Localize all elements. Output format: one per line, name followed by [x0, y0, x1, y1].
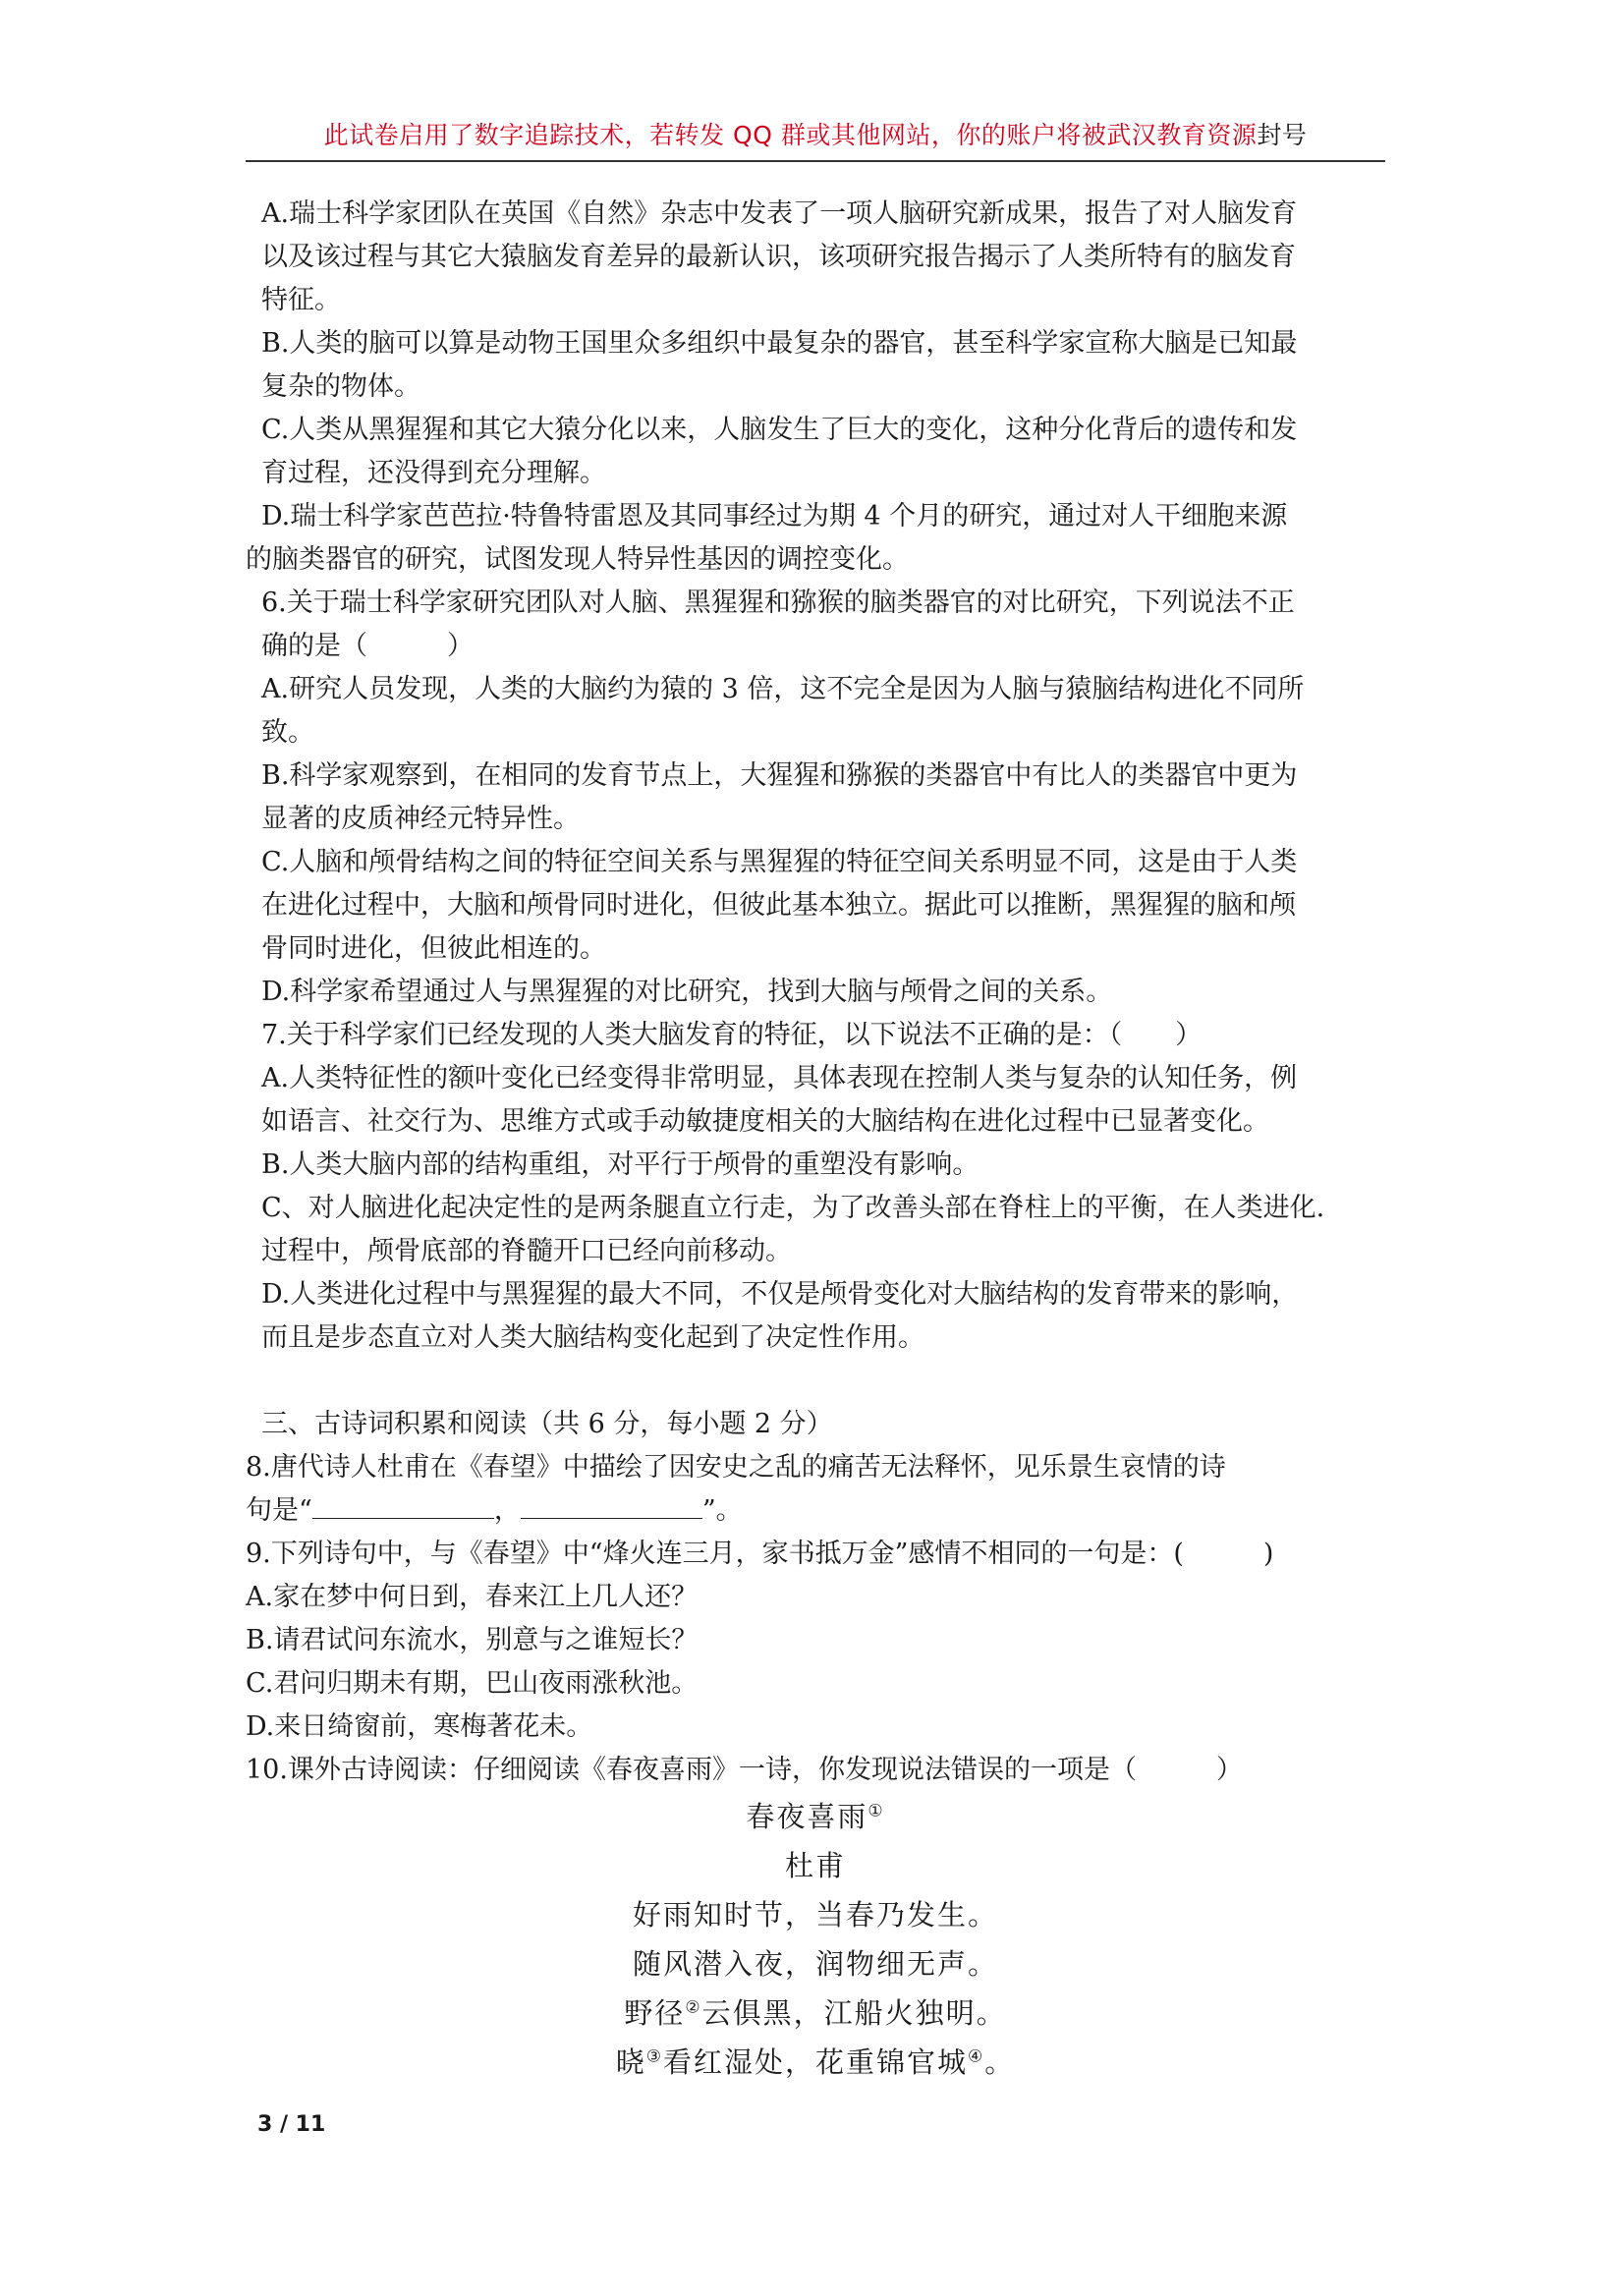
q5-option-b-line1: B.人类的脑可以算是动物王国里众多组织中最复杂的器官，甚至科学家宣称大脑是已知最	[261, 328, 1298, 359]
poem-line-2: 随风潜入夜，润物细无声。	[632, 1947, 998, 1981]
q7-option-a-line1: A.人类特征性的额叶变化已经变得非常明显，具体表现在控制人类与复杂的认知任务，例	[261, 1063, 1298, 1093]
q9-stem: 9.下列诗句中，与《春望》中“烽火连三月，家书抵万金”感情不相同的一句是：( )	[246, 1539, 1274, 1569]
poem-line-4-mid: 看红湿处，花重锦官城	[662, 2045, 968, 2079]
poem-title-note: ①	[867, 1801, 885, 1821]
q9-option-a: A.家在梦中何日到，春来江上几人还？	[246, 1582, 699, 1612]
q9-option-b: B.请君试问东流水，别意与之谁短长？	[246, 1625, 699, 1655]
q8-prefix: 句是“	[246, 1495, 312, 1526]
q5-option-a-line2: 以及该过程与其它大猿脑发育差异的最新认识，该项研究报告揭示了人类所特有的脑发育	[261, 242, 1296, 272]
poem-line-3-note: ②	[685, 1997, 702, 2018]
q7-stem: 7.关于科学家们已经发现的人类大脑发育的特征，以下说法不正确的是：（ ）	[261, 1020, 1203, 1050]
poem-title	[246, 1792, 1385, 1841]
section-gap	[246, 1360, 1385, 1403]
q7-option-a-line2: 如语言、社交行为、思维方式或手动敏捷度相关的大脑结构在进化过程中已显著变化。	[261, 1106, 1269, 1137]
q8-blank-1[interactable]	[312, 1492, 494, 1519]
poem-line-4-end: 。	[984, 2045, 1016, 2079]
q8-stem-line2	[246, 1489, 1385, 1533]
q6-option-c-line2: 在进化过程中，大脑和颅骨同时进化，但彼此基本独立。据此可以推断，黑猩猩的脑和颅	[261, 890, 1296, 921]
q7-option-c-line1: C、对人脑进化起决定性的是两条腿直立行走，为了改善头部在脊柱上的平衡，在人类进化.	[261, 1193, 1325, 1223]
page-number: 3 / 11	[257, 2112, 326, 2137]
header-rule	[246, 160, 1385, 162]
q9-option-c: C.君问归期未有期，巴山夜雨涨秋池。	[246, 1668, 699, 1699]
q6-option-c-line3: 骨同时进化，但彼此相连的。	[261, 933, 606, 964]
tracking-notice-text: 此试卷启用了数字追踪技术，若转发 QQ 群或其他网站，你的账户将被武汉教育资源	[323, 121, 1258, 149]
poem-line-4-note2: ④	[968, 2046, 985, 2067]
q8-stem-line1: 8.唐代诗人杜甫在《春望》中描绘了因安史之乱的痛苦无法释怀，见乐景生哀情的诗	[246, 1452, 1226, 1483]
q6-stem-line1: 6.关于瑞士科学家研究团队对人脑、黑猩猩和猕猴的脑类器官的对比研究，下列说法不正	[261, 588, 1295, 618]
q8-suffix: ”。	[701, 1495, 743, 1526]
q6-option-d-line1: D.科学家希望通过人与黑猩猩的对比研究，找到大脑与颅骨之间的关系。	[261, 977, 1113, 1007]
q7-option-d-line2: 而且是步态直立对人类大脑结构变化起到了决定性作用。	[261, 1322, 924, 1353]
poem-line-3	[246, 1988, 1385, 2038]
q5-option-a-line3: 特征。	[261, 285, 341, 315]
poem-line-3-pre: 野径	[624, 1996, 686, 2030]
q7-option-d-line1: D.人类进化过程中与黑猩猩的最大不同，不仅是颅骨变化对大脑结构的发育带来的影响，	[261, 1279, 1299, 1310]
poem-line-4	[246, 2038, 1385, 2087]
q5-option-d-line2: 的脑类器官的研究，试图发现人特异性基因的调控变化。	[246, 544, 909, 575]
q6-option-a-line1: A.研究人员发现，人类的大脑约为猿的 3 倍，这不完全是因为人脑与猿脑结构进化不同所	[261, 674, 1305, 704]
poem-line-3-post: 云俱黑，江船火独明。	[701, 1996, 1007, 2030]
q6-option-b-line2: 显著的皮质神经元特异性。	[261, 804, 580, 834]
poem-author: 杜甫	[784, 1849, 846, 1882]
q8-blank-2[interactable]	[521, 1492, 702, 1519]
q7-option-b-line1: B.人类大脑内部的结构重组，对平行于颅骨的重塑没有影响。	[261, 1149, 979, 1180]
poem-line-4-note: ③	[645, 2046, 663, 2067]
q6-option-a-line2: 致。	[261, 717, 314, 748]
q5-option-d-line1: D.瑞士科学家芭芭拉·特鲁特雷恩及其同事经过为期 4 个月的研究，通过对人干细胞来源	[261, 501, 1288, 532]
section3-heading: 三、古诗词积累和阅读（共 6 分，每小题 2 分）	[261, 1409, 833, 1439]
tracking-notice-tail: 封号	[1257, 121, 1308, 149]
q6-option-b-line1: B.科学家观察到，在相同的发育节点上，大猩猩和猕猴的类器官中有比人的类器官中更为	[261, 760, 1298, 791]
exam-content	[246, 193, 1385, 2087]
q5-option-a-line1: A.瑞士科学家团队在英国《自然》杂志中发表了一项人脑研究新成果，报告了对人脑发育	[261, 198, 1298, 229]
poem-title-text: 春夜喜雨	[746, 1800, 868, 1833]
q5-option-c-line2: 育过程，还没得到充分理解。	[261, 458, 606, 488]
q6-stem-line2: 确的是（ ）	[261, 631, 474, 661]
q5-option-b-line2: 复杂的物体。	[261, 371, 420, 402]
q5-option-c-line1: C.人类从黑猩猩和其它大猿分化以来，人脑发生了巨大的变化，这种分化背后的遗传和发	[261, 415, 1298, 445]
poem-line-1: 好雨知时节，当春乃发生。	[632, 1898, 998, 1932]
poem	[246, 1792, 1385, 2087]
poem-line-4-pre: 晓	[615, 2045, 646, 2079]
q7-option-c-line2: 过程中，颅骨底部的脊髓开口已经向前移动。	[261, 1236, 792, 1266]
q10-stem: 10.课外古诗阅读：仔细阅读《春夜喜雨》一诗，你发现说法错误的一项是（ ）	[246, 1755, 1243, 1785]
q8-separator: ，	[493, 1495, 521, 1526]
q6-option-c-line1: C.人脑和颅骨结构之间的特征空间关系与黑猩猩的特征空间关系明显不同，这是由于人类	[261, 847, 1298, 877]
q9-option-d: D.来日绮窗前，寒梅著花未。	[246, 1711, 593, 1742]
tracking-notice	[246, 116, 1385, 151]
